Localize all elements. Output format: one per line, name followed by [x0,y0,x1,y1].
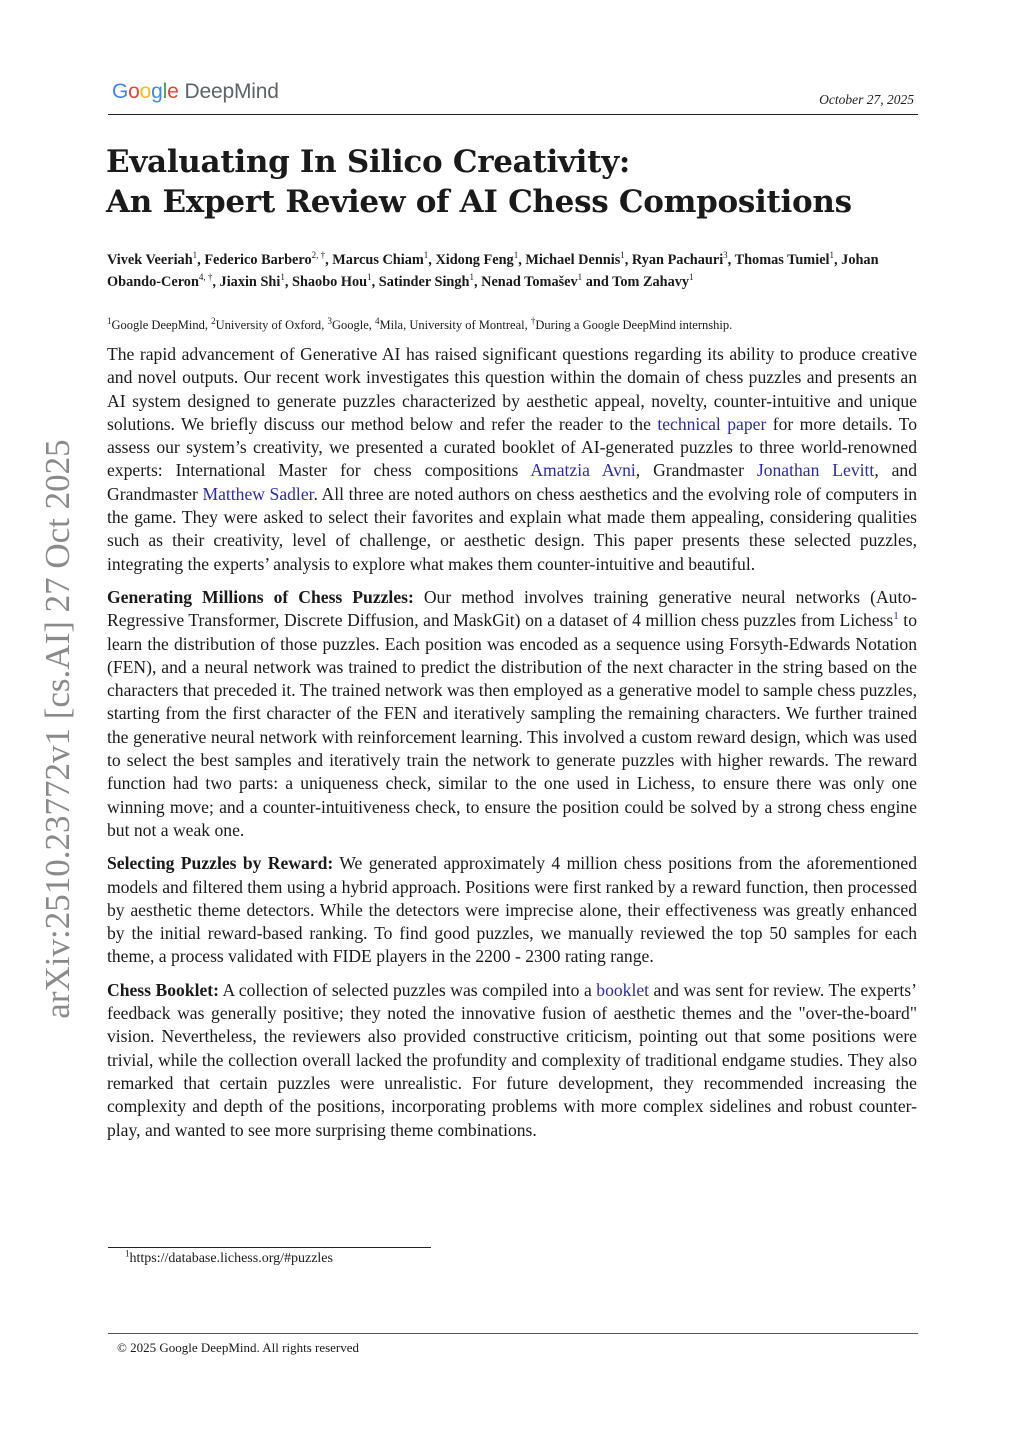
section-text: and was sent for review. The experts’ feedback was generally positive; they noted the innovative fusion of aesthetic themes and the "over-the-board" vision. Nevertheless, the reviewers also provided constructive criticism, pointing out that some positions were trivial, while the collection overall lacked the profundity and complexity of traditional endgame studies. They also remarked that certain puzzles were unrealistic. For future development, they recommended increasing the complexity and depth of the positions, incorporating problems with more complex sidelines and robust counter-play, and wanted to see more surprising theme combinations. [107,979,918,1140]
footnote-mark: 1 [125,1248,130,1259]
section-text: We generated approximately 4 million chess positions from the aforementioned models and filtered them using a hybrid approach. Positions were first ranked by a reward function, then processed by aesthetic theme detectors. While the detectors were imprecise alone, their effectiveness was greatly enhanced by the initial reward-based ranking. To find good puzzles, we manually reviewed the top 50 samples for each theme, a process validated with FIDE players in the 2200 - 2300 rating range. [107,853,917,967]
affiliation-mark: 1 [107,315,112,326]
author-affiliation-mark: 1 [577,272,583,283]
author-affiliation-mark: 1 [367,272,372,283]
publication-date: October 27, 2025 [819,92,914,107]
logo-letter: o [128,80,140,103]
author-name: Shaobo Hou [292,274,368,290]
author-name: Vivek Veeriah [107,252,193,268]
footer-divider [108,1333,918,1334]
google-deepmind-logo [112,80,279,104]
section-text: to learn the distribution of those puzzles. Each position was encoded as a sequence using Forsyth-Edwards Notation (FEN), and a neural network was trained to predict the distribution of the next character in the string based on the characters that preceded it. The trained network was then employed as a generative model to sample chess puzzles, starting from the first character of the FEN and iteratively sampling the remaining characters. We further trained the generative neural network with reinforcement learning. This involved a custom reward design, which was used to select the best samples and iteratively train the network to generate puzzles with higher rewards. The reward function had two parts: a uniqueness check, similar to the one used in Lichess, to ensure there was only one winning move; and a counter-intuitiveness check, to ensure the position could be solved by a strong chess engine but not a weak one. [107,610,917,840]
author-name: Jiaxin Shi [219,274,281,290]
footnote-url[interactable]: https://database.lichess.org/#puzzles [129,1251,333,1266]
matthew-sadler-link[interactable]: Matthew Sadler [202,483,314,504]
author-affiliation-mark: 1 [192,250,198,261]
logo-product: DeepMind [184,80,279,103]
affiliation-name: During a Google DeepMind internship. [535,318,733,332]
page-header [108,80,918,115]
technical-paper-link[interactable]: technical paper [657,413,767,434]
selecting-section-paragraph [107,852,917,968]
copyright-footer: © 2025 Google DeepMind. All rights reserved [117,1340,360,1355]
section-text: A collection of selected puzzles was compiled into a [219,979,597,1000]
affiliation-name: University of Oxford [215,318,322,332]
author-affiliation-mark: 1 [280,272,285,283]
author-name: Xidong Feng [435,252,514,268]
affiliation-mark: † [530,315,536,326]
affiliation-name: Google DeepMind [111,318,205,332]
footnote [125,1248,333,1267]
author-name: Johan Obando-Ceron [107,252,879,290]
section-heading: Generating Millions of Chess Puzzles: [107,586,414,607]
affiliation-mark: 4 [375,315,380,326]
abstract-paragraph [107,343,917,576]
authors-connector: and [585,274,609,290]
title-line: An Expert Review of AI Chess Compositions [106,184,852,220]
paper-body [107,343,917,1152]
logo-letter: l [162,80,168,103]
affiliation-list: $^1$Google DeepMind, $^2$University of Oxford, $^3$Google, $^4$Mila, University of Montreal, †During a Google DeepMind internship. [107,315,733,332]
logo-letter: G [112,80,129,103]
section-heading: Selecting Puzzles by Reward: [107,853,334,874]
amatzia-avni-link[interactable]: Amatzia Avni [530,460,636,481]
author-affiliation-mark: 1 [423,250,429,261]
logo-letter: g [151,80,163,103]
author-name: Tom Zahavy [612,274,690,290]
affiliation-mark: 3 [327,315,332,326]
section-heading: Chess Booklet: [107,979,220,1000]
author-name: Nenad Tomašev [481,274,578,290]
abstract-text: for more details. To assess our system’s creativity, we presented a curated booklet of AI-generated puzzles to three world-renowned experts: International Master for chess compositions [107,413,917,481]
logo-letter: e [167,80,179,103]
booklet-link[interactable]: booklet [596,979,650,1000]
author-affiliation-mark: 1 [620,250,625,261]
abstract-text: , and Grandmaster [107,460,918,504]
author-affiliation-mark: 4, † [198,272,213,283]
generating-section-paragraph [107,586,917,842]
author-name: Marcus Chiam [332,252,424,268]
author-affiliation-mark: 1 [469,272,474,283]
title-line: Evaluating In Silico Creativity: [106,144,630,180]
affiliation-name: Mila, University of Montreal [379,318,525,332]
section-text: Our method involves training generative neural networks (Auto-Regressive Transformer, Discrete Diffusion, and MaskGit) on a dataset of 4 million chess puzzles from Lichess [107,586,917,631]
author-name: Federico Barbero [204,252,312,268]
arxiv-identifier-stamp: arXiv:2510.23772v1 [cs.AI] 27 Oct 2025 [38,439,77,1019]
author-affiliation-mark: 3 [723,250,728,261]
author-affiliation-mark: 1 [829,250,835,261]
abstract-text: The rapid advancement of Generative AI has raised significant questions regarding its ability to produce creative and novel outputs. Our recent work investigates this question within the domain of chess puzzles and presents an AI system designed to generate puzzles characterized by aesthetic appeal, novelty, counter-intuitive and unique solutions. We briefly discuss our method below and refer the reader to the [107,344,917,434]
author-name: Satinder Singh [378,274,470,290]
footnote-reference-link[interactable]: 1 [893,610,899,623]
paper-title [106,142,926,222]
jonathan-levitt-link[interactable]: Jonathan Levitt [756,460,875,481]
author-list: Vivek Veeriah$^1$, Federico Barbero$^{2, \dagger}$, Marcus Chiam$^1$, Xidong Feng$^1$, Michael Dennis$^1$, Ryan Pachauri$^3$, Thomas Tumiel$^1$, Johan Obando-Ceron$^{4, \dagger}$, Jiaxin Shi$^1$, Shaobo Hou$^1$, Satinder Singh$^1$, Nenad Tomašev$^1$ and Tom Zahavy$^1$ [107,250,879,290]
logo-letter: o [139,80,152,103]
author-affiliation-mark: 2, † [311,250,326,261]
booklet-section-paragraph [107,979,917,1142]
affiliation-name: Google [331,318,369,332]
author-affiliation-mark: 1 [689,272,694,283]
footnote-divider [108,1247,431,1248]
author-name: Thomas Tumiel [734,252,830,268]
abstract-text: . All three are noted authors on chess aesthetics and the evolving role of computers in the game. They were asked to select their favorites and explain what made them appealing, considering qualities such as their creativity, level of challenge, or aesthetic design. This paper presents these selected puzzles, integrating the experts’ analysis to explore what makes them counter-intuitive and beautiful. [107,483,917,574]
author-name: Ryan Pachauri [631,252,724,268]
abstract-text: , Grandmaster [635,460,757,481]
affiliation-mark: 2 [211,315,216,326]
author-name: Michael Dennis [525,252,621,268]
author-affiliation-mark: 1 [513,250,519,261]
